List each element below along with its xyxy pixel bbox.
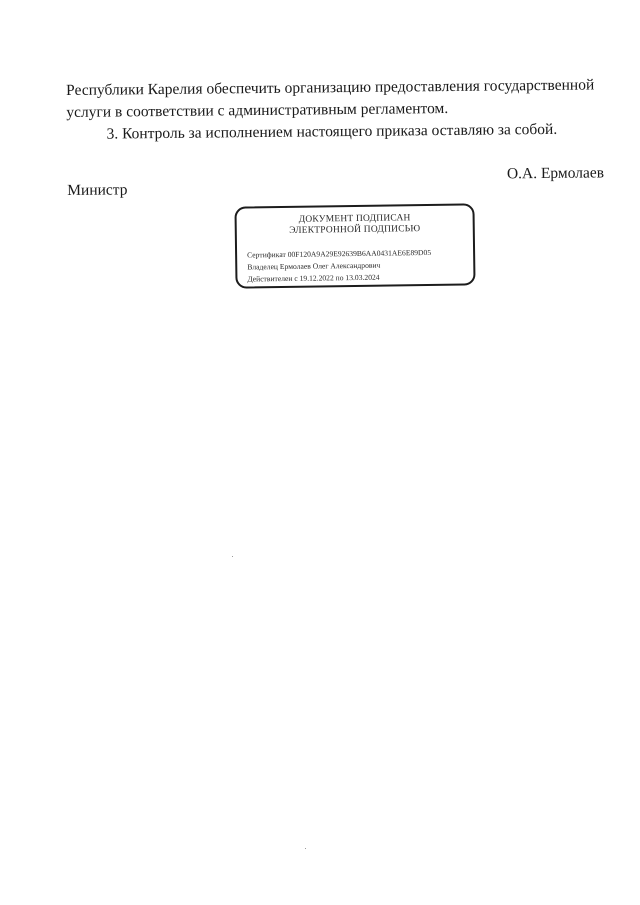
stamp-details	[247, 247, 431, 286]
signer-name: О.А. Ермолаев	[506, 164, 605, 183]
body-line: услуги в соответствии с административным регламентом.	[66, 99, 449, 121]
body-line-item-3: 3. Контроль за исполнением настоящего приказа оставляю за собой.	[106, 120, 558, 143]
stamp-title-line: ДОКУМЕНТ ПОДПИСАН	[298, 213, 411, 225]
body-line: Республики Карелия обеспечить организацию предоставления государственной	[66, 76, 595, 99]
scan-speck	[232, 556, 233, 557]
stamp-title-line: ЭЛЕКТРОННОЙ ПОДПИСЬЮ	[289, 224, 421, 236]
electronic-signature-stamp	[234, 203, 475, 288]
signer-position: Министр	[67, 181, 128, 199]
signature-block	[66, 164, 606, 199]
stamp-certificate: Сертификат 00F120A9A29E92639B6AA0431AE6E89D05	[247, 247, 432, 260]
stamp-owner: Владелец Ермолаев Олег Александрович	[247, 260, 381, 272]
stamp-validity: Действителен с 19.12.2022 по 13.03.2024	[247, 272, 380, 284]
order-body-text	[66, 74, 607, 146]
stamp-title	[237, 212, 473, 237]
scan-speck	[305, 848, 306, 849]
